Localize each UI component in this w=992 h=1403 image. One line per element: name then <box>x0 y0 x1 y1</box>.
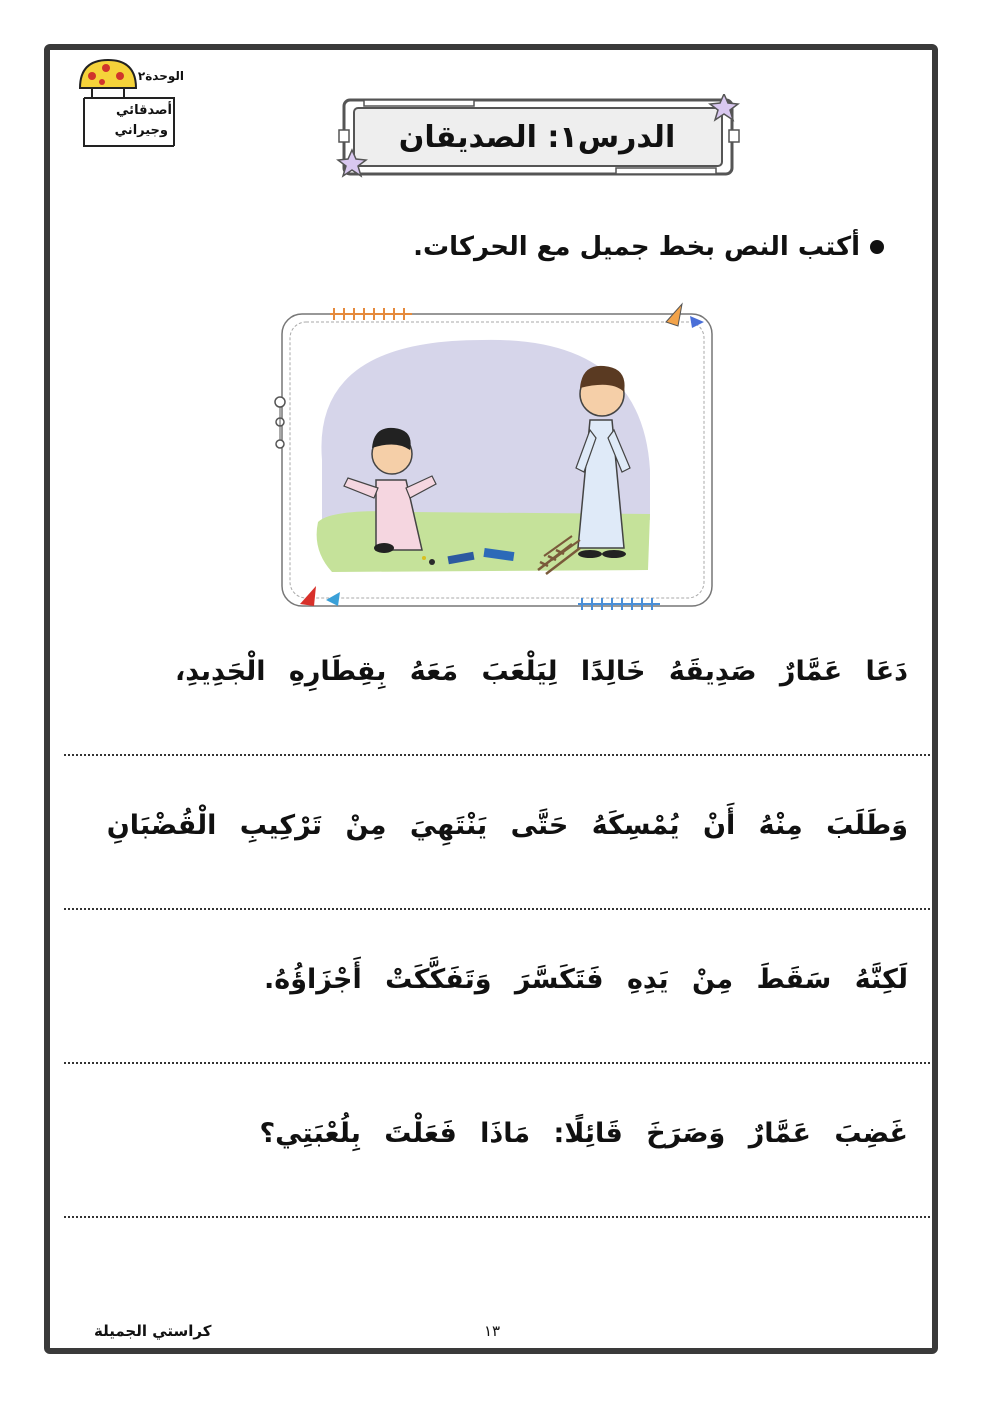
text-line-2: وَطَلَبَ مِنْهُ أَنْ يُمْسِكَهُ حَتَّى يَنْتَهِيَ مِنْ تَرْكِيبِ الْقُضْبَانِ <box>106 810 908 841</box>
writing-line-2[interactable] <box>64 908 930 910</box>
page-number: ١٣ <box>484 1322 501 1340</box>
text-line-1: دَعَا عَمَّارٌ صَدِيقَهُ خَالِدًا لِيَلْعَبَ مَعَهُ بِقِطَارِهِ الْجَدِيدِ، <box>175 656 908 687</box>
text-line-4: غَضِبَ عَمَّارٌ وَصَرَخَ قَائِلًا: مَاذَا فَعَلْتَ بِلُعْبَتِي؟ <box>259 1118 908 1149</box>
unit-title-line2: وجيراني <box>114 123 168 138</box>
writing-line-1[interactable] <box>64 754 930 756</box>
writing-line-4[interactable] <box>64 1216 930 1218</box>
unit-badge <box>76 58 188 154</box>
footer-brand: كراستي الجميلة <box>94 1322 212 1340</box>
instruction-text: أكتب النص بخط جميل مع الحركات. <box>413 232 860 262</box>
unit-title-line1: أصدقائي <box>116 103 172 118</box>
unit-label: الوحدة٢ <box>137 69 184 83</box>
instruction <box>413 232 884 262</box>
bullet-icon <box>870 240 884 254</box>
lesson-title: الدرس١: الصديقان <box>398 120 676 155</box>
illustration <box>272 300 722 612</box>
writing-line-3[interactable] <box>64 1062 930 1064</box>
standing-boy-figure <box>576 366 630 558</box>
text-line-3: لَكِنَّهُ سَقَطَ مِنْ يَدِهِ فَتَكَسَّرَ وَتَفَكَّكَتْ أَجْزَاؤُهُ. <box>264 964 908 995</box>
